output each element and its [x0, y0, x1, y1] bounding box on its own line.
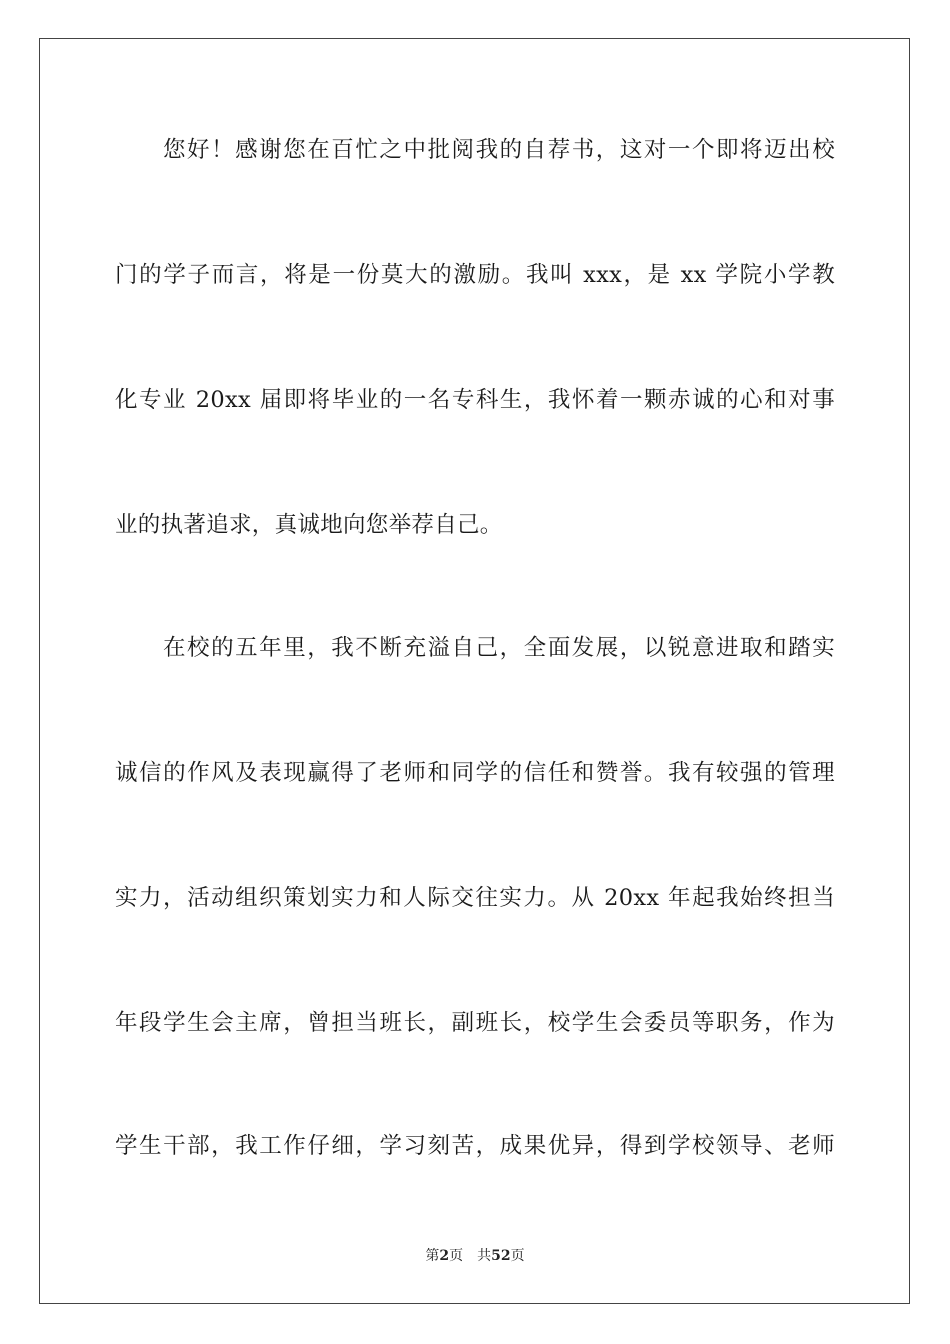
body-line-4: 业的执著追求，真诚地向您举荐自己。 — [115, 512, 503, 538]
body-line-2: 门的学子而言，将是一份莫大的激励。我叫 xxx，是 xx 学院小学教 — [115, 262, 835, 288]
body-line-1: 您好！感谢您在百忙之中批阅我的自荐书，这对一个即将迈出校 — [163, 137, 835, 163]
page-footer — [0, 1246, 950, 1266]
footer-page-number: 2 — [439, 1248, 450, 1264]
footer-page-prefix: 第 — [425, 1248, 440, 1264]
body-line-9: 学生干部，我工作仔细，学习刻苦，成果优异，得到学校领导、老师 — [115, 1133, 835, 1159]
body-line-7: 实力，活动组织策划实力和人际交往实力。从 20xx 年起我始终担当 — [115, 885, 835, 911]
footer-total-pages: 52 — [491, 1248, 511, 1264]
footer-page-suffix: 页 — [449, 1248, 464, 1264]
page-frame — [39, 38, 910, 1304]
footer-total-prefix: 共 — [477, 1248, 492, 1264]
body-line-5: 在校的五年里，我不断充溢自己，全面发展，以锐意进取和踏实 — [163, 635, 835, 661]
body-line-6: 诚信的作风及表现赢得了老师和同学的信任和赞誉。我有较强的管理 — [115, 760, 835, 786]
footer-total-suffix: 页 — [510, 1248, 525, 1264]
body-line-3: 化专业 20xx 届即将毕业的一名专科生，我怀着一颗赤诚的心和对事 — [115, 387, 835, 413]
body-line-8: 年段学生会主席，曾担当班长，副班长，校学生会委员等职务，作为 — [115, 1010, 835, 1036]
